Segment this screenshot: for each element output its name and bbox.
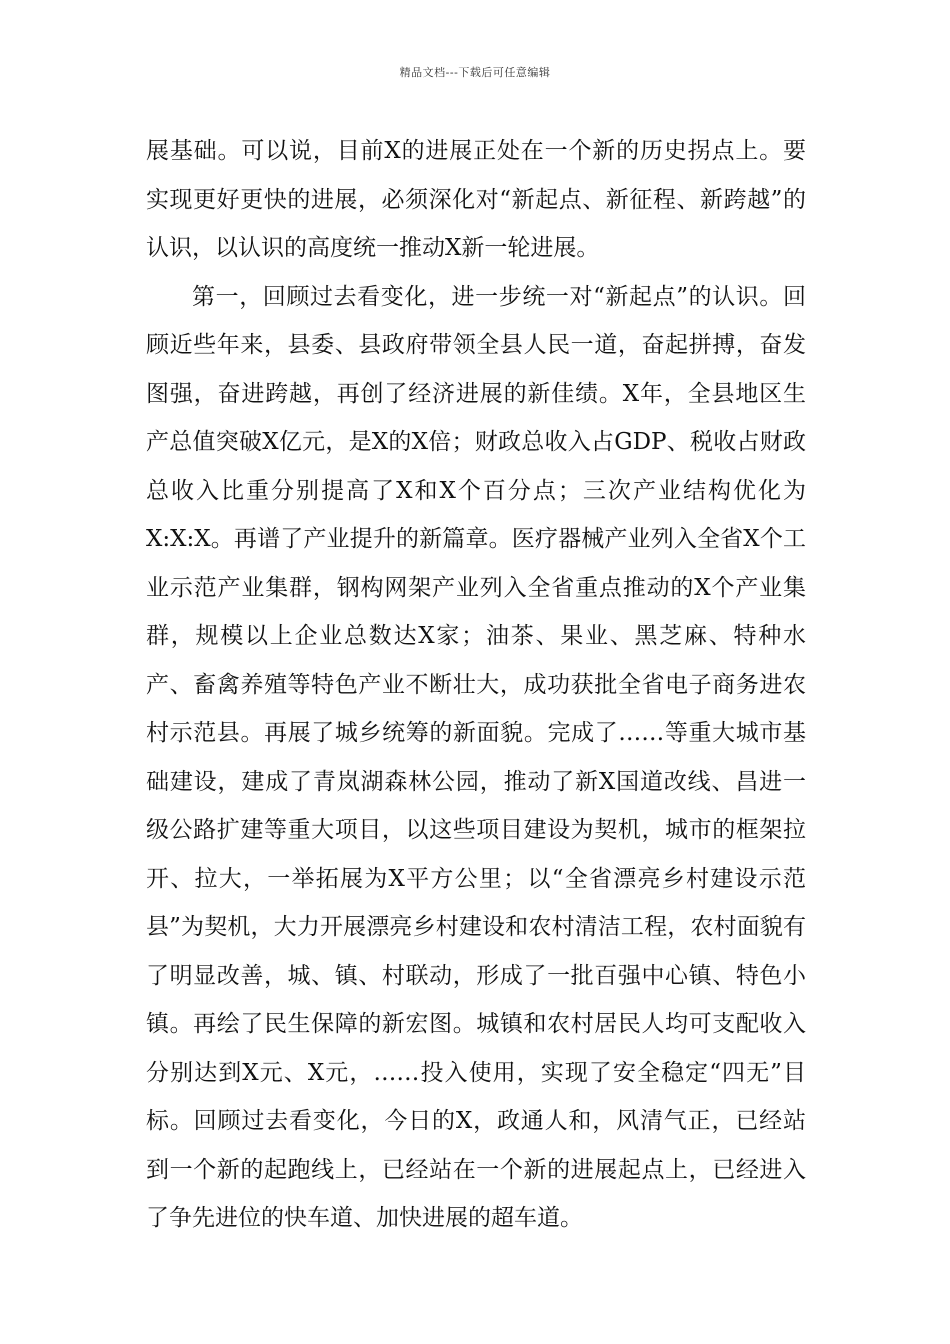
document-body [146, 127, 806, 1243]
paragraph-first-point: 第一，回顾过去看变化，进一步统一对“新起点”的认识。回顾近些年来，县委、县政府带领全县人民一道，奋起拼搏，奋发图强，奋进跨越，再创了经济进展的新佳绩。X年，全县地区生产总值突破X亿元，是X的X倍；财政总收入占GDP、税收占财政总收入比重分别提高了X和X个百分点；三次产业结构优化为X:X:X。再谱了产业提升的新篇章。医疗器械产业列入全省X个工业示范产业集群，钢构网架产业列入全省重点推动的X个产业集群，规模以上企业总数达X家；油茶、果业、黑芝麻、特种水产、畜禽养殖等特色产业不断壮大，成功获批全省电子商务进农村示范县。再展了城乡统筹的新面貌。完成了……等重大城市基础建设，建成了青岚湖森林公园，推动了新X国道改线、昌进一级公路扩建等重大项目，以这些项目建设为契机，城市的框架拉开、拉大，一举拓展为X平方公里；以“全省漂亮乡村建设示范县”为契机，大力开展漂亮乡村建设和农村清洁工程，农村面貌有了明显改善，城、镇、村联动，形成了一批百强中心镇、特色小镇。再绘了民生保障的新宏图。城镇和农村居民人均可支配收入分别达到X元、X元，……投入使用，实现了安全稳定“四无”目标。回顾过去看变化，今日的X，政通人和，风清气正，已经站到一个新的起跑线上，已经站在一个新的进展起点上，已经进入了争先进位的快车道、加快进展的超车道。 [146, 283, 806, 1231]
paragraph-continuation: 展基础。可以说，目前X的进展正处在一个新的历史拐点上。要实现更好更快的进展，必须深化对“新起点、新征程、新跨越”的认识，以认识的高度统一推动X新一轮进展。 [146, 138, 806, 261]
page-header: 精品文档---下载后可任意编辑 [399, 66, 551, 79]
